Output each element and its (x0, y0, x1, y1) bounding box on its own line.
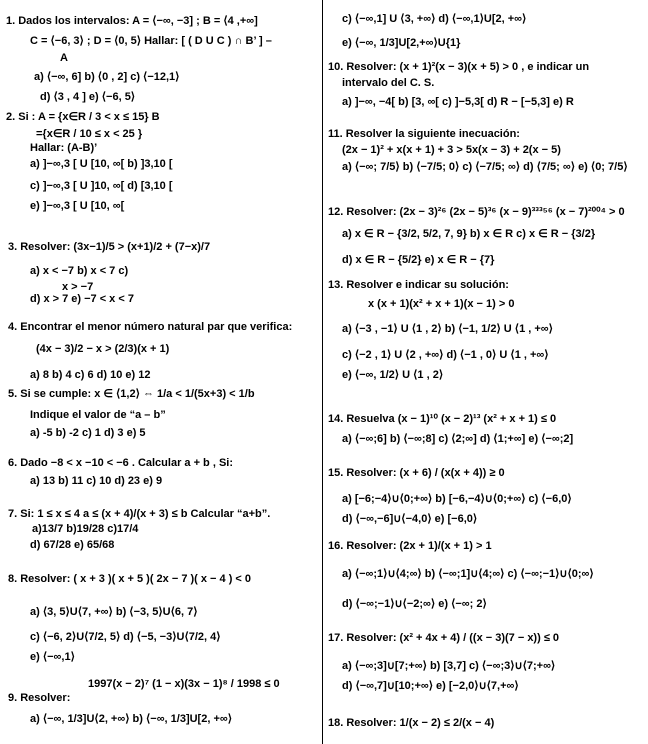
right-line-13: a) ⟨−3 , −1⟩ U ⟨1 , 2⟩ b) ⟨−1, 1/2⟩ U ⟨1 , +∞⟩ (342, 323, 553, 335)
right-line-10: d) x ∈ R − {5/2} e) x ∈ R − {7} (342, 254, 495, 266)
left-line-22: a) 13 b) 11 c) 10 d) 23 e) 9 (30, 475, 163, 487)
column-divider (322, 0, 323, 744)
left-line-7: Hallar: (A-B)’ (30, 142, 98, 154)
right-column (324, 0, 646, 744)
left-line-10: e) ]−∞,3 [ U [10, ∞[ (30, 200, 125, 212)
right-line-0: c) ⟨−∞,1] U ⟨3, +∞⟩ d) ⟨−∞,1⟩U[2, +∞⟩ (342, 13, 527, 25)
left-line-16: (4x − 3)/2 − x > (2/3)(x + 1) (36, 343, 170, 355)
left-line-21: 6. Dado −8 < x −10 < −6 . Calcular a + b , Si: (8, 457, 234, 469)
left-line-4: d) ⟨3 , 4 ] e) ⟨−6, 5⟩ (40, 91, 136, 103)
left-line-0: 1. Dados los intervalos: A = ⟨−∞, −3] ; B = ⟨4 ,+∞] (6, 15, 258, 27)
right-line-16: 14. Resuelva (x − 1)¹⁰ (x − 2)¹³ (x² + x + 1) ≤ 0 (328, 413, 557, 425)
right-line-20: d) ⟨−∞,−6]∪⟨−4,0⟩ e) [−6,0⟩ (342, 513, 478, 525)
left-line-26: 8. Resolver: ( x + 3 )( x + 5 )( 2x − 7 )( x − 4 ) < 0 (8, 573, 252, 585)
right-line-6: (2x − 1)² + x(x + 1) + 3 > 5x(x − 3) + 2(x − 5) (342, 144, 561, 156)
right-line-4: a) ]−∞, −4[ b) [3, ∞[ c) ]−5,3[ d) R − [−5,3] e) R (342, 96, 574, 108)
right-line-24: 17. Resolver: (x² + 4x + 4) / ((x − 3)(7 − x)) ≤ 0 (328, 632, 560, 644)
left-line-19: Indique el valor de “a – b” (30, 409, 166, 421)
left-line-1: C = ⟨−6, 3⟩ ; D = ⟨0, 5⟩ Hallar: [ ( D U C ) ∩ B’ ] – (30, 35, 272, 47)
left-line-32: a) ⟨−∞, 1/3]U⟨2, +∞⟩ b) ⟨−∞, 1/3]U[2, +∞⟩ (30, 713, 232, 725)
left-column (0, 0, 322, 744)
right-line-21: 16. Resolver: (2x + 1)/(x + 1) > 1 (328, 540, 492, 552)
right-line-9: a) x ∈ R − {3/2, 5/2, 7, 9} b) x ∈ R c) x ∈ R − {3/2} (342, 228, 596, 240)
right-line-5: 11. Resolver la siguiente inecuación: (328, 128, 520, 140)
right-line-12: x (x + 1)(x² + x + 1)(x − 1) > 0 (368, 298, 515, 310)
left-line-28: c) ⟨−6, 2⟩U⟨7/2, 5⟩ d) ⟨−5, −3⟩U⟨7/2, 4⟩ (30, 631, 221, 643)
left-line-14: d) x > 7 e) −7 < x < 7 (30, 293, 134, 305)
left-line-9: c) ]−∞,3 [ U ]10, ∞[ d) [3,10 [ (30, 180, 173, 192)
left-line-5: 2. Si : A = {x∈R / 3 < x ≤ 15} B (6, 111, 160, 123)
left-line-11: 3. Resolver: (3x−1)/5 > (x+1)/2 + (7−x)/7 (8, 241, 211, 253)
right-line-15: e) ⟨−∞, 1/2⟩ U ⟨1 , 2⟩ (342, 369, 444, 381)
left-line-3: a) ⟨−∞, 6] b) ⟨0 , 2] c) ⟨−12,1⟩ (34, 71, 180, 83)
left-line-20: a) -5 b) -2 c) 1 d) 3 e) 5 (30, 427, 146, 439)
left-line-31: 9. Resolver: (8, 692, 71, 704)
right-line-25: a) ⟨−∞;3]∪[7;+∞⟩ b) [3,7] c) ⟨−∞;3⟩∪⟨7;+∞⟩ (342, 660, 556, 672)
left-line-13: x > −7 (62, 281, 94, 293)
right-line-1: e) ⟨−∞, 1/3]U[2,+∞⟩U{1} (342, 37, 461, 49)
left-line-23: 7. Si: 1 ≤ x ≤ 4 a ≤ (x + 4)/(x + 3) ≤ b Calcular “a+b”. (8, 508, 271, 520)
left-line-17: a) 8 b) 4 c) 6 d) 10 e) 12 (30, 369, 151, 381)
left-line-12: a) x < −7 b) x < 7 c) (30, 265, 129, 277)
left-line-27: a) ⟨3, 5⟩U⟨7, +∞⟩ b) ⟨−3, 5⟩U⟨6, 7⟩ (30, 606, 198, 618)
right-line-7: a) ⟨−∞; 7/5⟩ b) ⟨−7/5; 0⟩ c) ⟨−7/5; ∞⟩ d) ⟨7/5; ∞⟩ e) ⟨0; 7/5⟩ (342, 161, 628, 173)
left-line-25: d) 67/28 e) 65/68 (30, 539, 115, 551)
right-line-19: a) [−6;−4⟩∪⟨0;+∞⟩ b) [−6,−4⟩∪⟨0;+∞⟩ c) ⟨−6,0⟩ (342, 493, 572, 505)
left-line-8: a) ]−∞,3 [ U [10, ∞[ b) ]3,10 [ (30, 158, 173, 170)
right-line-17: a) ⟨−∞;6] b) ⟨−∞;8] c) ⟨2;∞] d) ⟨1;+∞] e) ⟨−∞;2] (342, 433, 574, 445)
right-line-8: 12. Resolver: (2x − 3)²⁶ (2x − 5)³⁶ (x − 9)³³³⁵⁶ (x − 7)²⁰⁰⁴ > 0 (328, 206, 625, 218)
right-line-27: 18. Resolver: 1/(x − 2) ≤ 2/(x − 4) (328, 717, 495, 729)
left-line-15: 4. Encontrar el menor número natural par que verifica: (8, 321, 293, 333)
right-line-26: d) ⟨−∞,7]∪[10;+∞⟩ e) [−2,0⟩∪⟨7,+∞⟩ (342, 680, 519, 692)
left-line-6: ={x∈R / 10 ≤ x < 25 } (36, 128, 143, 140)
right-line-18: 15. Resolver: (x + 6) / (x(x + 4)) ≥ 0 (328, 467, 505, 479)
right-line-22: a) ⟨−∞;1⟩∪⟨4;∞⟩ b) ⟨−∞;1]∪⟨4;∞⟩ c) ⟨−∞;−1⟩∪⟨0;∞⟩ (342, 568, 594, 580)
left-line-29: e) ⟨−∞,1⟩ (30, 651, 75, 663)
right-line-3: intervalo del C. S. (342, 77, 435, 89)
right-line-2: 10. Resolver: (x + 1)²(x − 3)(x + 5) > 0 , e indicar un (328, 61, 590, 73)
left-line-24: a)13/7 b)19/28 c)17/4 (32, 523, 139, 535)
left-line-30: 1997(x − 2)⁷ (1 − x)(3x − 1)⁸ / 1998 ≤ 0 (88, 678, 280, 690)
left-line-2: A (60, 52, 68, 64)
left-line-18: 5. Si se cumple: x ∈ ⟨1,2⟩ ⇔ 1/a < 1/(5x+3) < 1/b (8, 388, 255, 400)
right-line-11: 13. Resolver e indicar su solución: (328, 279, 509, 291)
right-line-23: d) ⟨−∞;−1⟩∪⟨−2;∞⟩ e) ⟨−∞; 2⟩ (342, 598, 487, 610)
right-line-14: c) ⟨−2 , 1⟩ U ⟨2 , +∞⟩ d) ⟨−1 , 0⟩ U ⟨1 , +∞⟩ (342, 349, 549, 361)
